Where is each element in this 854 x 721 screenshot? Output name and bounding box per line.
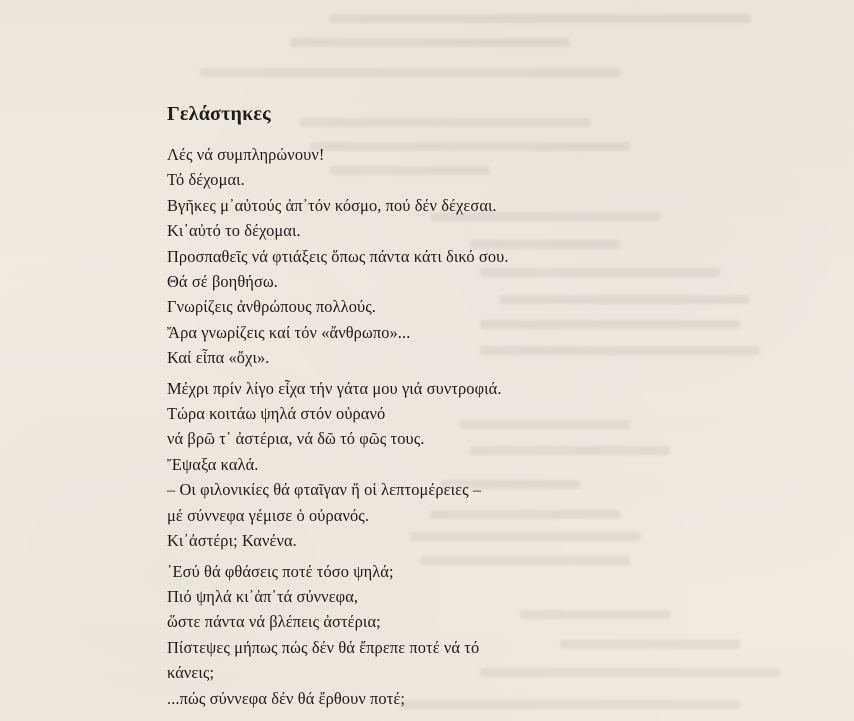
poem-line: μέ σύννεφα γέμισε ὁ οὐρανός. — [167, 505, 370, 525]
poem-line: Πίστεψες μήπως πώς δέν θά ἔπρεπε ποτέ νά τό — [167, 637, 480, 657]
stanza-1 — [167, 142, 807, 371]
poem-line: Μέχρι πρίν λίγο εἶχα τήν γάτα μου γιά συντροφιά. — [167, 378, 502, 398]
poem-title: Γελάστηκες — [167, 103, 271, 125]
stanza-2 — [167, 376, 807, 554]
stanza-3 — [167, 559, 807, 711]
poem-line: Προσπαθεῖς νά φτιάξεις ὅπως πάντα κάτι δικό σου. — [167, 246, 509, 266]
poem-line: Καί εἶπα «ὄχι». — [167, 348, 270, 368]
poem-line: Ἄρα γνωρίζεις καί τόν «ἄνθρωπο»... — [167, 322, 411, 342]
poem-line: Θά σέ βοηθήσω. — [167, 272, 278, 292]
poem-line: ᾿Εσύ θά φθάσεις ποτέ τόσο ψηλά; — [167, 561, 394, 581]
poem-line: κάνεις; — [167, 663, 215, 683]
poem-line: Τό δέχομαι. — [167, 170, 245, 190]
poem-line: ...πώς σύννεφα δέν θά ἔρθουν ποτέ; — [167, 688, 406, 708]
poem-line: Γνωρίζεις ἀνθρώπους πολλούς. — [167, 297, 376, 317]
poem-line: Ἔψαξα καλά. — [167, 454, 259, 474]
poem-line: Λές νά συμπληρώνουν! — [167, 145, 325, 164]
poem-line: Κι᾿ἀστέρι; Κανένα. — [167, 531, 297, 551]
poem — [167, 100, 807, 711]
poem-line: – Οι φιλονικίες θά φταῖγαν ἤ οἱ λεπτομέρειες – — [167, 480, 482, 500]
poem-line: ὥστε πάντα νά βλέπεις ἀστέρια; — [167, 612, 381, 632]
poem-line: Πιό ψηλά κι᾿ἀπ᾿τά σύννεφα, — [167, 586, 359, 606]
poem-line: Βγῆκες μ᾿αὐτούς ἀπ᾿τόν κόσμο, πού δέν δέχεσαι. — [167, 195, 497, 215]
poem-line: Κι᾿αὐτό το δέχομαι. — [167, 221, 301, 241]
poem-line: Τώρα κοιτάω ψηλά στόν οὐρανό — [167, 404, 386, 424]
poem-line: νά βρῶ τ᾿ ἀστέρια, νά δῶ τό φῶς τους. — [167, 429, 425, 449]
